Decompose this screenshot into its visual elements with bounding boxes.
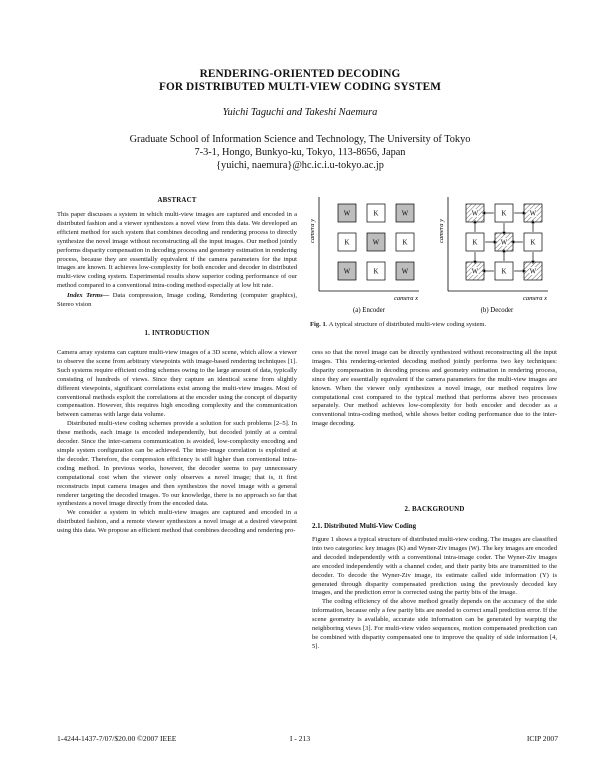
grid-b-cell-label: W bbox=[500, 239, 508, 247]
affiliation: Graduate School of Information Science and Technology, The University of Tokyo bbox=[129, 134, 471, 145]
figure-1 bbox=[306, 193, 558, 317]
grid-b-cell bbox=[466, 204, 484, 222]
background-body bbox=[312, 536, 557, 652]
abstract-body bbox=[57, 211, 297, 291]
grid-a-cell bbox=[367, 233, 385, 251]
grid-a-cell-label: W bbox=[401, 268, 409, 276]
grid-b-cell bbox=[524, 233, 542, 251]
address: 7-3-1, Hongo, Bunkyo-ku, Tokyo, 113-8656, Japan bbox=[194, 147, 406, 158]
paper-title-line1: RENDERING-ORIENTED DECODING bbox=[199, 68, 401, 80]
background-heading: 2. BACKGROUND bbox=[404, 506, 465, 513]
grid-a-cell bbox=[367, 262, 385, 280]
grid-a-cell bbox=[338, 204, 356, 222]
footer-copyright: 1-4244-1437-7/07/$20.00 ©2007 IEEE bbox=[57, 734, 177, 743]
grid-b-cell-label: K bbox=[501, 210, 507, 218]
grid-b-cell-label: W bbox=[471, 268, 479, 276]
email: {yuichi, naemura}@hc.ic.i.u-tokyo.ac.jp bbox=[216, 160, 384, 171]
figure-panel-encoder bbox=[309, 197, 419, 314]
grid-b-cell-label: K bbox=[472, 239, 478, 247]
authors: Yuichi Taguchi and Takeshi Naemura bbox=[222, 107, 378, 118]
grid-b-cell bbox=[524, 204, 542, 222]
grid-b-cell-label: W bbox=[529, 268, 537, 276]
axis-x-label-a: camera x bbox=[393, 295, 418, 302]
figure-caption-label: Fig. 1 bbox=[310, 321, 326, 328]
axis-x-label-b: camera x bbox=[522, 295, 547, 302]
grid-a-cell-label: K bbox=[402, 239, 408, 247]
grid-b-cell-label: W bbox=[471, 210, 479, 218]
grid-a-cell bbox=[338, 233, 356, 251]
grid-a-cell-label: W bbox=[401, 210, 409, 218]
grid-b-cell bbox=[495, 204, 513, 222]
intro-paragraph-3-continued: cess so that the novel image can be directly synthesized without reconstructing all the input images. This rendering-oriented decoding method jointly performs two key techniques: disparity compensation in decoding process and geometry estimation in rendering process, since they are essentially equivalent if the camera parameters for the multi-view images are known. When the viewer only synthesizes a novel image, our method requires low computational cost compared to the typical method that performs above two processes separately. Our method achieves low-complexity for both encoder and decoder as a conventional intra-coding method, while shows better coding performance due to the inter-image decoding. bbox=[312, 349, 557, 428]
footer-page-number: I - 213 bbox=[289, 734, 311, 743]
index-terms bbox=[57, 292, 297, 310]
grid-a-cell-label: W bbox=[372, 239, 380, 247]
paper-title-line2: FOR DISTRIBUTED MULTI-VIEW CODING SYSTEM bbox=[158, 81, 442, 93]
intro-heading: 1. INTRODUCTION bbox=[144, 330, 210, 337]
intro-paragraph-3: We consider a system in which multi-view images are captured and encoded in a distributed fashion, and a remote viewer synthesizes a novel image at a desired viewpoint using this data. We propose an efficient method that combines decoding and rendering pro- bbox=[57, 509, 297, 535]
figure-sublabel-encoder: (a) Encoder bbox=[353, 307, 385, 314]
grid-b-cell bbox=[495, 262, 513, 280]
grid-a-cell-label: W bbox=[343, 268, 351, 276]
background-paragraph-1: Figure 1 shows a typical structure of distributed multi-view coding. The images are classified into two categories: key images (K) and Wyner-Ziv images (W). The key images are encoded and decoded independently with a conventional intra-image coder. The Wyner-Ziv images are encoded independently with a channel coder, and their parity bits are transmitted to the decoder. To decode the Wyner-Ziv image, its estimate called side information (Y) is generated through disparity compensated prediction using the previously decoded key images, and the prediction error is corrected using the parity bits of the image. bbox=[312, 536, 557, 597]
grid-b-cell-label: K bbox=[501, 268, 507, 276]
figure-caption-text: . A typical structure of distributed multi-view coding system. bbox=[325, 321, 487, 328]
index-terms-text: Data compression, Image coding, Rendering (computer graphics), Stereo vision bbox=[57, 292, 297, 308]
grid-a-cell-label: K bbox=[344, 239, 350, 247]
index-terms-label: Index Terms— bbox=[67, 292, 110, 299]
grid-b-cell-label: W bbox=[529, 210, 537, 218]
grid-a-cell bbox=[338, 262, 356, 280]
grid-a-cell bbox=[367, 204, 385, 222]
intro-continued bbox=[312, 349, 557, 429]
background-paragraph-2: The coding efficiency of the above method greatly depends on the accuracy of the side information, because only a few parity bits are needed to correct small prediction error. If the scene geometry is available, accurate side information can be generated by warping the neighboring views [3]. For multi-view video sequences, motion compensated prediction can be combined with disparity compensated one to improve the quality of side information [4, 5]. bbox=[312, 598, 557, 650]
grid-b-cell bbox=[466, 262, 484, 280]
figure-sublabel-decoder: (b) Decoder bbox=[480, 307, 514, 314]
intro-body bbox=[57, 349, 297, 536]
grid-a-cell-label: W bbox=[343, 210, 351, 218]
axis-y-label-a: camera y bbox=[309, 218, 316, 244]
grid-a-cell-label: K bbox=[373, 210, 379, 218]
abstract-heading: ABSTRACT bbox=[157, 197, 197, 204]
grid-b-cell bbox=[495, 233, 513, 251]
grid-a-cell bbox=[396, 204, 414, 222]
axis-y-label-b: camera y bbox=[438, 218, 445, 244]
abstract-text: This paper discusses a system in which multi-view images are captured and encoded in a distributed fashion and a viewer synthesizes a novel view from this data. We developed an efficient method for such system that combines decoding and rendering process to directly synthesize the novel image without reconstructing all the input images. Our method jointly performs disparity compensation in decoding process and geometry estimation in rendering process, because they are essentially equivalent if the camera parameters for the input images are known. It achieves low-complexity for both encoder and decoder in distributed multi-view coding system. Experimental results show superior coding performance of our method compared to a conventional intra-coding method especially at low bit rate. bbox=[57, 211, 297, 290]
grid-b-cell-label: K bbox=[530, 239, 536, 247]
grid-b-cell bbox=[466, 233, 484, 251]
grid-a-cell bbox=[396, 262, 414, 280]
figure-panel-decoder bbox=[438, 197, 548, 314]
grid-a-cell-label: K bbox=[373, 268, 379, 276]
intro-paragraph-2: Distributed multi-view coding schemes provide a solution for such problems [2–5]. In these methods, each image is encoded independently, but decoded jointly at a central decoder. Since the inter-camera communication is avoided, low-complexity encoding and simple system configuration can be achieved. The inter-image correlation is exploited at the decoder. Therefore, the compression efficiency is still higher than conventional intra-coding method. In previous works, however, the decoder seems to pay unnecessary computational cost when the viewer only observes a novel image; that is, it first reconstructs input camera images and then synthesizes the novel image with a general renderer targeting the decoded images. To our knowledge, there is no approach so far that synthesizes a novel image directly from the encoded data. bbox=[57, 420, 297, 508]
footer-conference: ICIP 2007 bbox=[526, 734, 558, 743]
intro-paragraph-1: Camera array systems can capture multi-view images of a 3D scene, which allow a viewer to observe the scene from arbitrary viewpoints with image-based rendering techniques [1]. Such systems require efficient coding schemes owing to the large amount of data, typically consisting of hundreds of views. Since they capture an identical scene from slightly different viewpoints, significant correlations exist among the multi-view images. Most of conventional methods exploit the correlations at the encoder using the concept of disparity compensation. However, this requires high encoding complexity and the communication between cameras with large data volume. bbox=[57, 349, 297, 419]
grid-a-cell bbox=[396, 233, 414, 251]
grid-b-cell bbox=[524, 262, 542, 280]
figure-caption bbox=[310, 321, 560, 328]
background-subheading: 2.1. Distributed Multi-View Coding bbox=[312, 523, 417, 530]
